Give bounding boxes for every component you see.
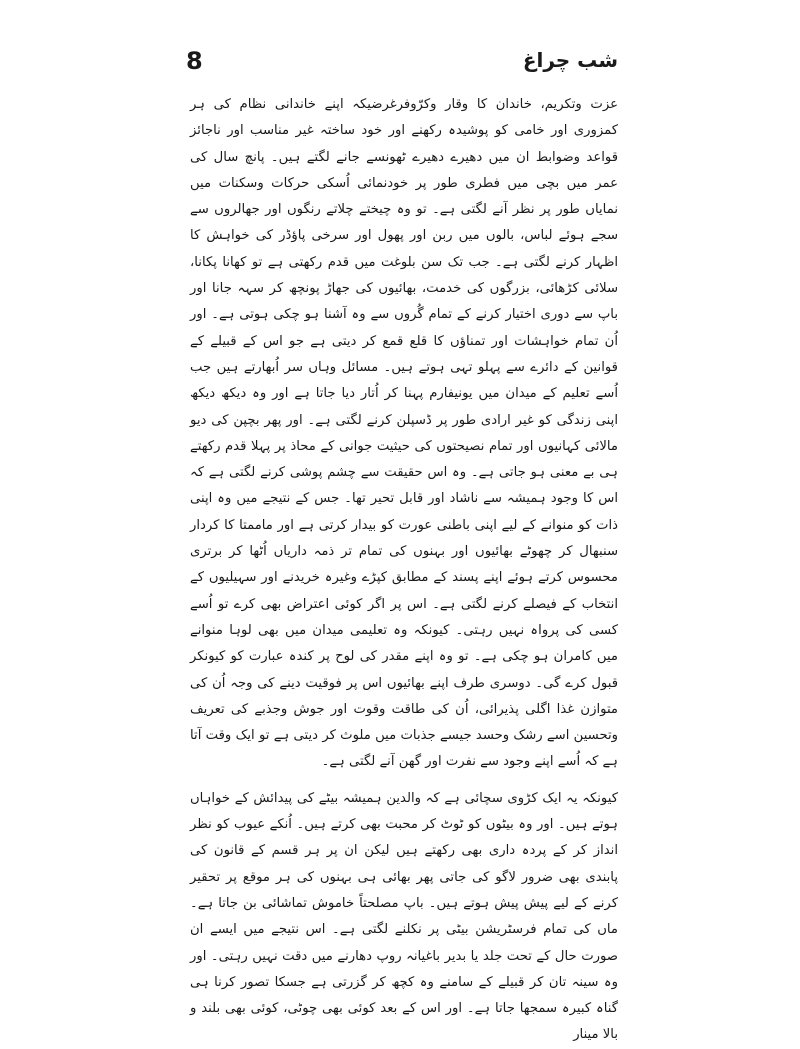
body-text xyxy=(190,92,618,1049)
page-header xyxy=(186,44,618,84)
paragraph: کیونکہ یہ ایک کڑوی سچائی ہے کہ والدین ہمیشہ بیٹے کی پیدائش کے خواہاں ہوتے ہیں۔ اور وہ بیٹوں کو ٹوٹ کر محبت بھی کرتے ہیں۔ اُنکے عیوب کو نظر انداز کر کے پردہ داری بھی رکھتے ہیں لیکن ان پر ہر قسم کے قانون کی پابندی بھی ضرور لاگو کی جاتی پھر بھائی ہی بہنوں کی ہر موقع پر تحقیر کرنے کے لیے پیش پیش ہوتے ہیں۔ باپ مصلحتاً خاموش تماشائی بن جاتا ہے۔ ماں کی تمام فرسٹریشن بیٹی پر نکلنے لگتی ہے۔ اس نتیجے میں ایسے ان صورت حال کے تحت جلد یا بدیر باغیانہ روپ دھارنے میں دقت نہیں رہتی۔ اور وہ سینہ تان کر قبیلے کے سامنے وہ کچھ کر گزرتی ہے جسکا تصور کرنا ہی گناہ کبیرہ سمجھا جاتا ہے۔ اور اس کے بعد کوئی بھی چوٹی، کوئی بھی بلند و بالا مینار xyxy=(190,790,618,1043)
page-number: 8 xyxy=(186,47,203,75)
paragraph: عزت وتکریم، خاندان کا وقار وکرّوفرغرضیکہ اپنے خاندانی نظام کی ہر کمزوری اور خامی کو پوشیدہ رکھنے اور خود ساختہ غیر مناسب اور ناجائز قواعد وضوابط ان میں دھیرے دھیرے ٹھونسے جانے لگتے ہیں۔ پانچ سال کی عمر میں بچی میں فطری طور پر خودنمائی اُسکی حرکات وسکنات میں نمایاں طور پر نظر آنے لگتی ہے۔ تو وہ چیختے چلاتے رنگوں اور جھالروں سے سجے ہوئے لباس، بالوں میں ربن اور پھول اور سرخی پاؤڈر کی خواہش کا اظہار کرنے لگتی ہے۔ جب تک سن بلوغت میں قدم رکھتی ہے تو کھانا پکانا، سلائی کڑھائی، بزرگوں کی خدمت، بھائیوں کی جھاڑ پونچھ کر سہہ جانا اور باپ سے دوری اختیار کرنے کے تمام گُروں سے وہ آشنا ہو چکی ہوتی ہے۔ اور اُن تمام خواہشات اور تمناؤں کا قلع قمع کر دیتی ہے جو اس کے قبیلے کے قوانین کے دائرے سے پہلو تہی ہوتے ہیں۔ مسائل وہاں سر اُبھارتے ہیں جب اُسے تعلیم کے میدان میں یونیفارم پہنا کر اُتار دیا جاتا ہے اور وہ دیکھ دیکھ اپنی زندگی کو غیر ارادی طور پر ڈسپلن کرنے لگتی ہے۔ اور پھر بچپن کی دیو مالائی کہانیوں اور تمام نصیحتوں کی حیثیت جوانی کے محاذ پر پہلا قدم رکھتے ہی بے معنی ہو جاتی ہے۔ وہ اس حقیقت سے چشم پوشی کرنے لگتی ہے کہ اس کا وجود ہمیشہ سے ناشاد اور قابل تحیر تھا۔ جس کے نتیجے میں وہ اپنی ذات کو منوانے کے لیے اپنی باطنی عورت کو بیدار کرتی ہے اور ماممتا کا کردار سنبھال کر چھوٹے بھائیوں اور بہنوں کی تمام تر ذمہ داریاں اُٹھا کر برتری محسوس کرتے ہوئے اپنے پسند کے مطابق کپڑے وغیرہ خریدنے اور سہیلیوں کے انتخاب کے فیصلے کرنے لگتی ہے۔ اس پر اگر کوئی اعتراض بھی کرے تو اُسے کسی کی پرواہ نہیں رہتی۔ کیونکہ وہ تعلیمی میدان میں بھی لوہا منوانے میں کامران ہو چکی ہے۔ تو وہ اپنے مقدر کی لوح پر کندہ عبارت کو کیونکر قبول کرے گی۔ دوسری طرف اپنے بھائیوں اس پر فوقیت دینے کی وجہ اُن کی متوازن غذا اگلی پذیرائی، اُن کی طاقت وقوت اور جوش وجذبے کی تعریف وتحسین اسے رشک وحسد جیسے جذبات میں ملوث کر دیتی ہے تو ایک وقت آتا ہے کہ اُسے اپنے وجود سے نفرت اور گھن آنے لگتی ہے۔ xyxy=(190,97,618,770)
running-title: شب چراغ xyxy=(522,48,618,72)
